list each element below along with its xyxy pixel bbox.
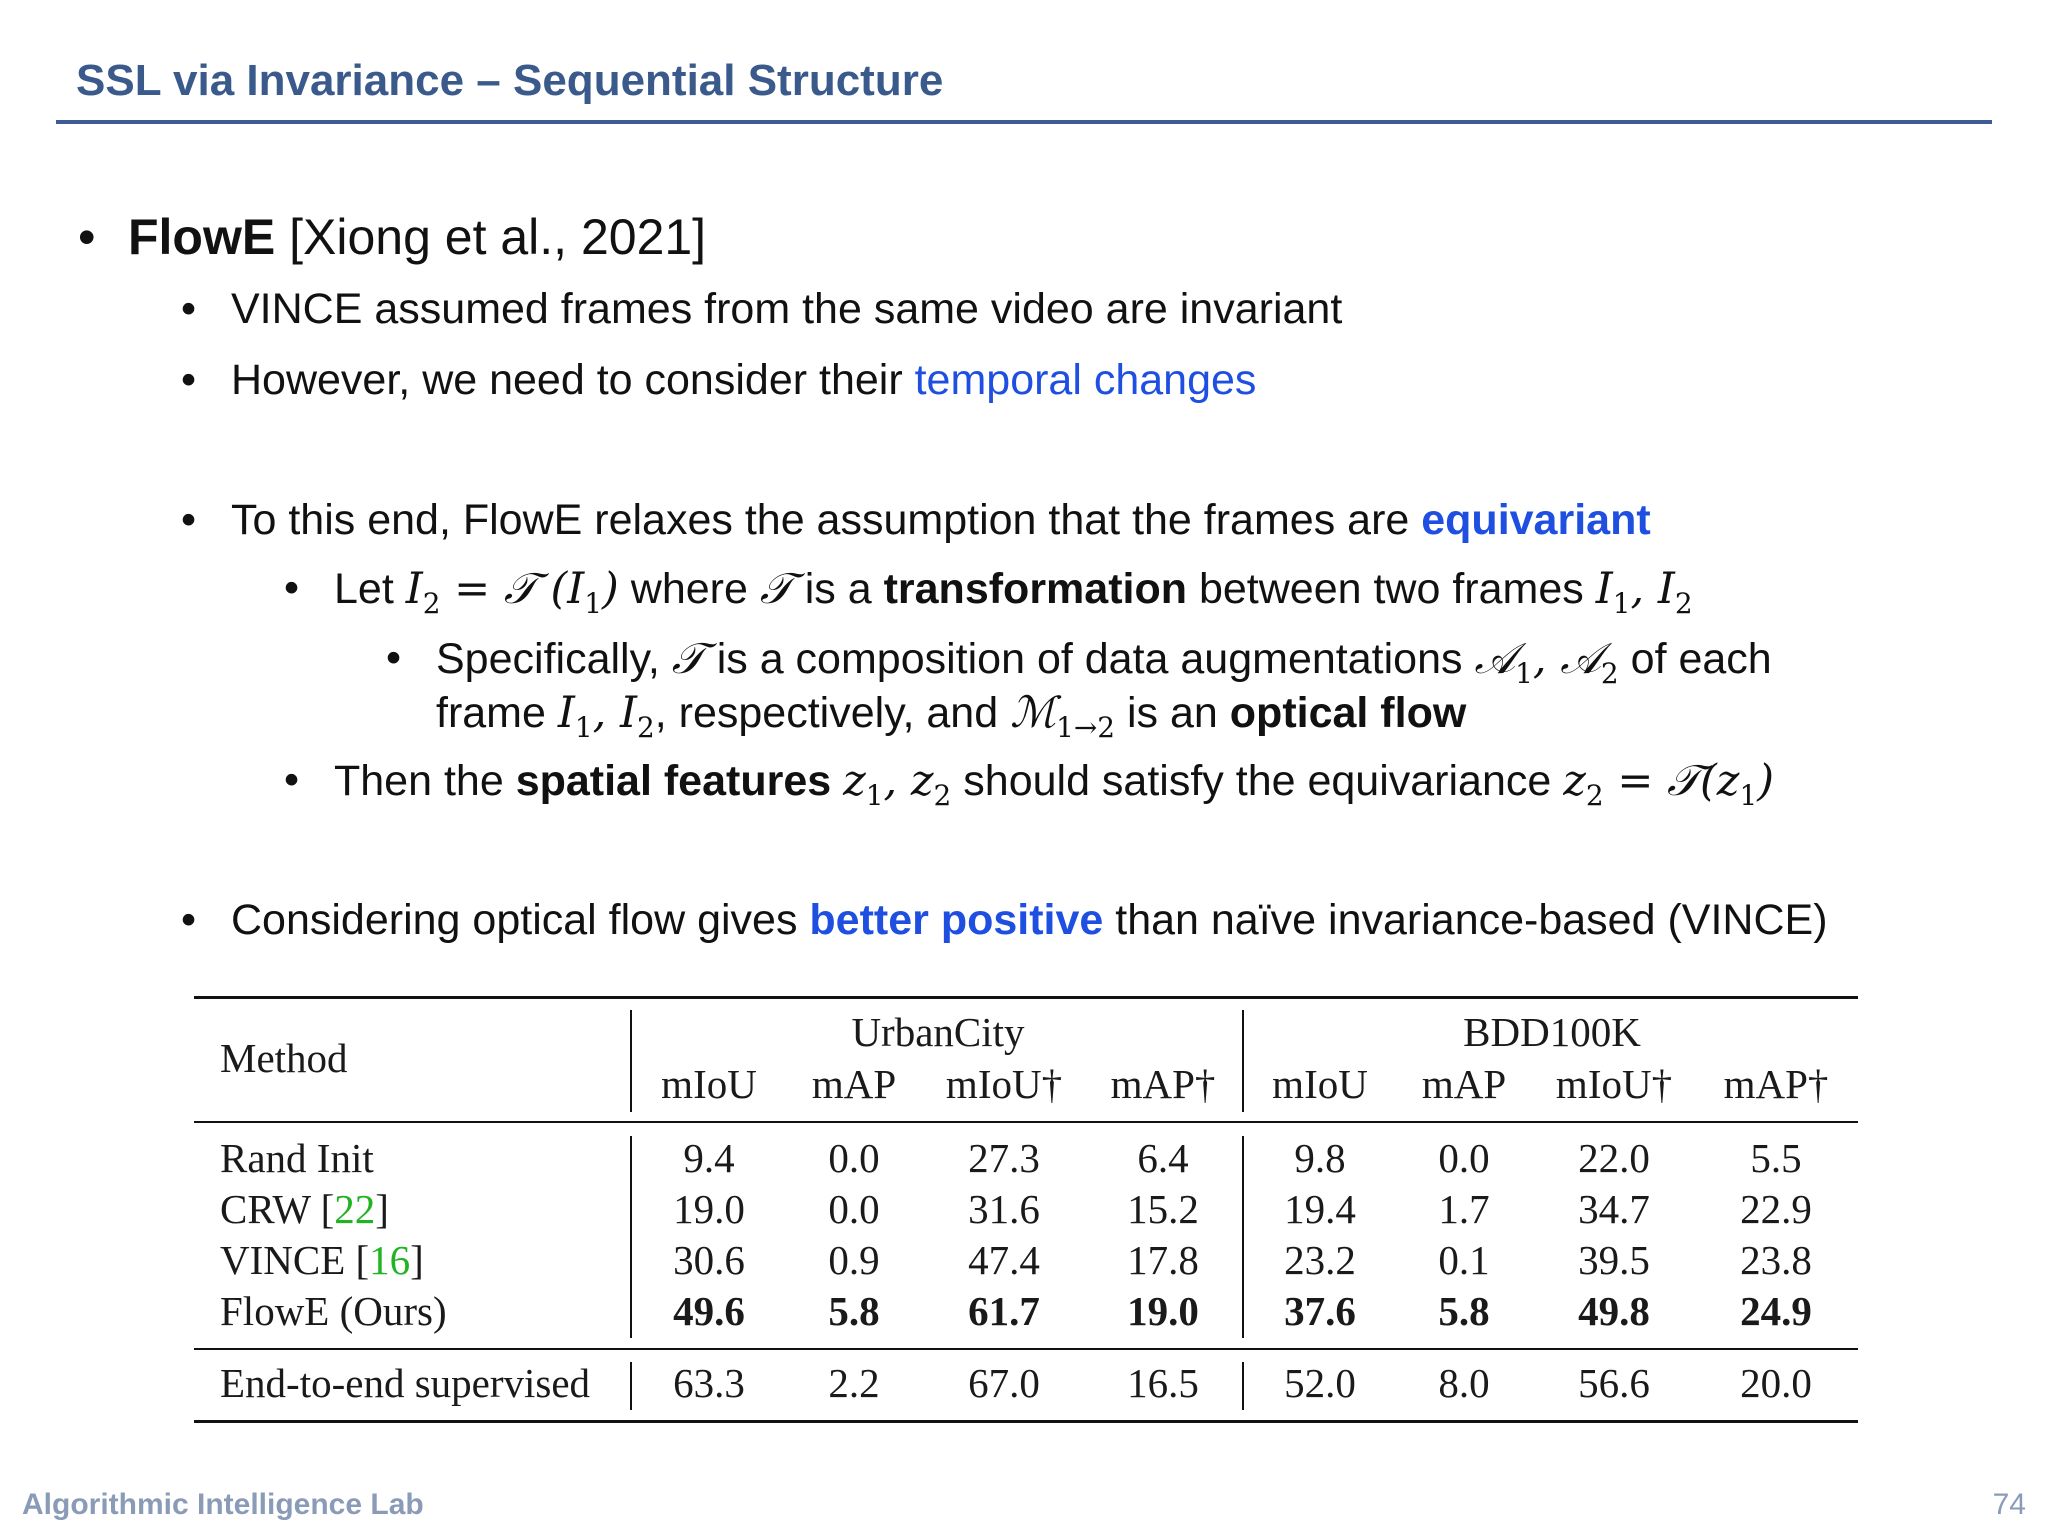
table-header-rule [194, 1121, 1858, 1123]
cell: 15.2 [1127, 1186, 1199, 1232]
table-top-rule [194, 996, 1858, 999]
citation-link[interactable]: 16 [369, 1237, 411, 1283]
cell: 22.9 [1740, 1186, 1812, 1232]
text-should-satisfy: should satisfy the equivariance [951, 757, 1564, 805]
bullet-spatial-features [284, 756, 1774, 812]
row-method [220, 1236, 424, 1284]
col-header: mAP [811, 1061, 897, 1107]
method-name: CRW [ [220, 1186, 335, 1232]
text-is-a: is a [792, 565, 884, 613]
bullet-text: To this end, FlowE relaxes the assumption that the frames are [231, 496, 1422, 544]
text-between: between two frames [1187, 565, 1596, 613]
bullet-dot: • [284, 756, 300, 804]
col-header: mAP† [1110, 1061, 1216, 1107]
bullet-specifically [386, 634, 1772, 690]
slide-title: SSL via Invariance – Sequential Structure [76, 56, 944, 105]
row-method: FlowE (Ours) [220, 1288, 447, 1334]
page-number: 74 [1992, 1488, 2026, 1521]
bracket: ] [375, 1186, 389, 1232]
bullet-dot: • [181, 285, 197, 333]
cell: 22.0 [1578, 1135, 1650, 1181]
bullet-dot: • [181, 896, 197, 944]
flowe-citation: [Xiong et al., 2021] [275, 209, 707, 265]
math-i2-eq-t-i1: $I_2$ = 𝒯 $(I_1)$ [405, 564, 619, 620]
highlight-temporal-changes: temporal changes [914, 356, 1257, 404]
cell: 19.0 [1127, 1288, 1199, 1334]
cell: 1.7 [1438, 1186, 1490, 1232]
cell: 5.5 [1750, 1135, 1802, 1181]
cell: 61.7 [968, 1288, 1040, 1334]
highlight-equivariant: equivariant [1421, 496, 1651, 544]
text-of-each: of each [1618, 635, 1772, 683]
col-header: mAP† [1723, 1061, 1829, 1107]
bullet-flowe [78, 208, 707, 266]
cell: 47.4 [968, 1237, 1040, 1283]
math-a1-a2: 𝒜$_1$, 𝒜$_2$ [1474, 634, 1619, 690]
footer-lab-name: Algorithmic Intelligence Lab [22, 1488, 424, 1521]
cell: 0.9 [828, 1237, 880, 1283]
col-header: mIoU† [1555, 1061, 1673, 1107]
row-method: Rand Init [220, 1135, 374, 1181]
bullet-text: VINCE assumed frames from the same video are invariant [231, 285, 1343, 333]
header-method: Method [220, 1035, 348, 1081]
cell: 49.8 [1578, 1288, 1650, 1334]
cell: 27.3 [968, 1135, 1040, 1181]
math-t: 𝒯 [671, 634, 705, 684]
cell: 52.0 [1284, 1360, 1356, 1406]
cell: 31.6 [968, 1186, 1040, 1232]
bracket: ] [410, 1237, 424, 1283]
cell: 23.8 [1740, 1237, 1812, 1283]
bullet-transformation [284, 564, 1693, 620]
cell: 63.3 [673, 1360, 745, 1406]
cell: 9.4 [683, 1135, 735, 1181]
text-frame: frame [436, 689, 558, 737]
table-bottom-rule [194, 1420, 1858, 1423]
cell: 20.0 [1740, 1360, 1812, 1406]
citation-link[interactable]: 22 [334, 1186, 376, 1232]
text-let: Let [334, 565, 406, 613]
bullet-vince-assumption [181, 285, 1343, 334]
cell: 16.5 [1127, 1360, 1199, 1406]
cell: 0.0 [828, 1186, 880, 1232]
header-bdd100k: BDD100K [1463, 1009, 1641, 1055]
text-then-the: Then the [334, 757, 516, 805]
bullet-text: However, we need to consider their [231, 356, 915, 404]
cell: 37.6 [1284, 1288, 1356, 1334]
cell: 34.7 [1578, 1186, 1650, 1232]
math-i1-i2: $I_1$, $I_2$ [557, 688, 655, 744]
text-where: where [618, 565, 760, 613]
math-z1-z2: $z_1$, $z_2$ [843, 756, 952, 812]
cell: 17.8 [1127, 1237, 1199, 1283]
cell: 24.9 [1740, 1288, 1812, 1334]
cell: 5.8 [1438, 1288, 1490, 1334]
math-m1to2: ℳ$_{1\to 2}$ [1010, 688, 1116, 744]
cell: 39.5 [1578, 1237, 1650, 1283]
col-header: mIoU [661, 1061, 757, 1107]
cell: 56.6 [1578, 1360, 1650, 1406]
table-vrule [630, 1362, 632, 1410]
table-vrule [1242, 1362, 1244, 1410]
table-vrule [630, 1136, 632, 1338]
bullet-better-positive [181, 896, 1828, 945]
table-vrule [1242, 1136, 1244, 1338]
bullet-dot: • [386, 634, 402, 682]
bullet-text-end: than naïve invariance-based (VINCE) [1103, 896, 1828, 944]
bold-spatial-features: spatial features [515, 757, 832, 805]
text-is-an: is an [1115, 689, 1230, 737]
cell: 30.6 [673, 1237, 745, 1283]
bullet-dot: • [284, 564, 300, 612]
cell: 2.2 [828, 1360, 880, 1406]
header-urbancity: UrbanCity [851, 1009, 1025, 1055]
text-composition: is a composition of data augmentations [704, 635, 1475, 683]
col-header: mAP [1421, 1061, 1507, 1107]
col-header: mIoU [1272, 1061, 1368, 1107]
text-specifically: Specifically, [436, 635, 672, 683]
cell: 9.8 [1294, 1135, 1346, 1181]
cell: 8.0 [1438, 1360, 1490, 1406]
cell: 5.8 [828, 1288, 880, 1334]
row-method: End-to-end supervised [220, 1360, 591, 1406]
bullet-temporal-changes [181, 356, 1257, 405]
bullet-text: Considering optical flow gives [231, 896, 810, 944]
cell: 0.1 [1438, 1237, 1490, 1283]
results-table [194, 996, 1858, 1424]
bullet-equivariant [181, 496, 1651, 545]
bullet-specifically-cont [436, 688, 1466, 744]
table-vrule [1242, 1010, 1244, 1112]
cell: 67.0 [968, 1360, 1040, 1406]
math-t: 𝒯 [759, 564, 793, 614]
table-mid-rule [194, 1348, 1858, 1350]
bold-optical-flow: optical flow [1229, 689, 1467, 737]
table-vrule [630, 1010, 632, 1112]
bullet-dot: • [78, 209, 96, 265]
flowe-name: FlowE [128, 209, 276, 265]
cell: 0.0 [828, 1135, 880, 1181]
math-i1-i2: $I_1$, $I_2$ [1595, 564, 1693, 620]
highlight-better-positive: better positive [809, 896, 1104, 944]
cell: 19.0 [673, 1186, 745, 1232]
bullet-dot: • [181, 496, 197, 544]
row-method [220, 1185, 389, 1233]
cell: 19.4 [1284, 1186, 1356, 1232]
cell: 0.0 [1438, 1135, 1490, 1181]
bullet-dot: • [181, 356, 197, 404]
text-respectively: , respectively, and [654, 689, 1011, 737]
math-z2-eq-t-z1: $z_2$ = $𝒯(z_1)$ [1563, 756, 1774, 812]
title-underline [56, 120, 1992, 124]
cell: 49.6 [673, 1288, 745, 1334]
bold-transformation: transformation [883, 565, 1188, 613]
method-name: VINCE [ [220, 1237, 370, 1283]
col-header: mIoU† [945, 1061, 1063, 1107]
cell: 23.2 [1284, 1237, 1356, 1283]
cell: 6.4 [1137, 1135, 1189, 1181]
